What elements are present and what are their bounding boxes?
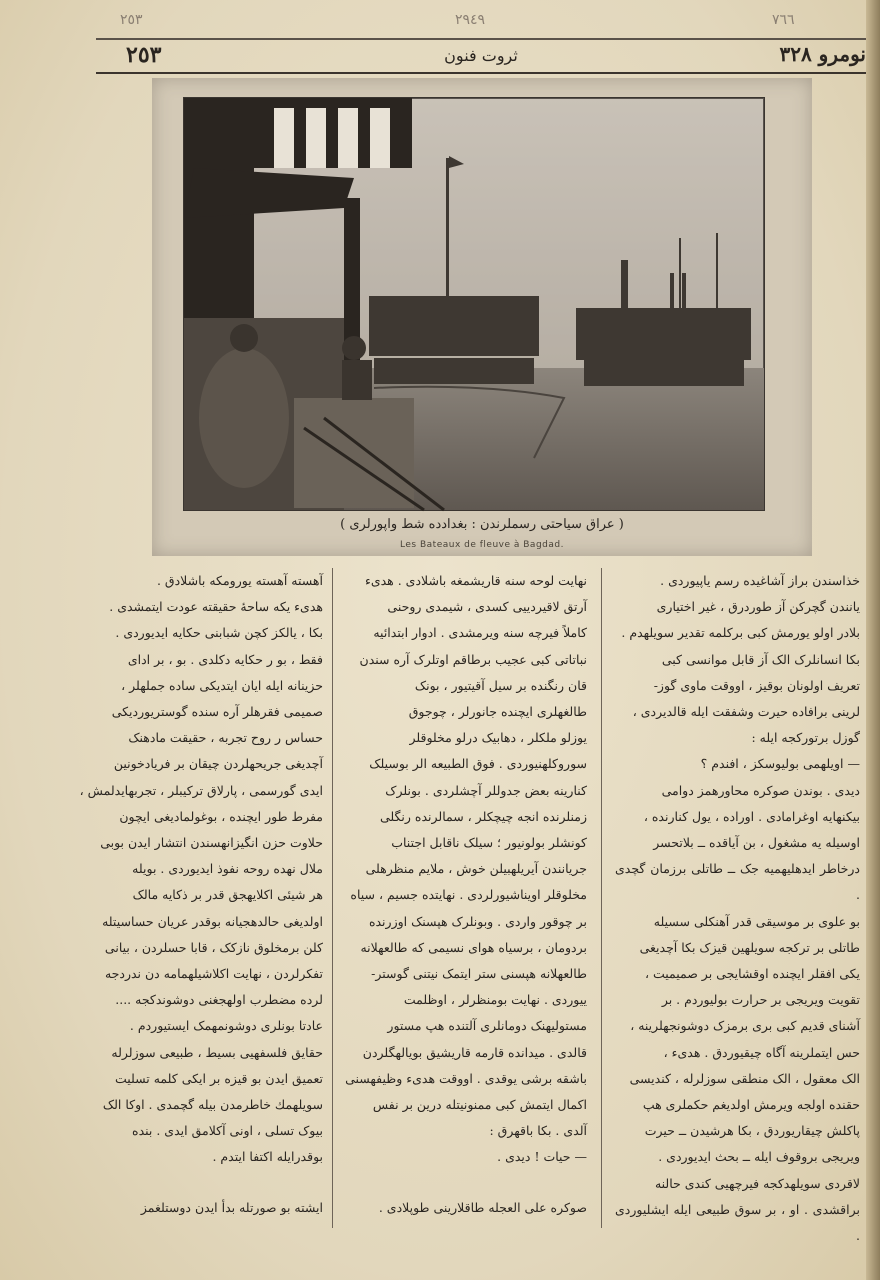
text-column-middle [342, 568, 587, 1228]
text-line: تقویت ویریجی بر حرارت بولیوردم . بر [661, 992, 860, 1008]
photo-plate [152, 78, 812, 556]
text-line: آرتق لاقیردییی کسدی ، شیمدی روحنی [387, 599, 587, 615]
text-line: دیدی . بوندن صوکره محاورهمز دوامی [661, 782, 860, 798]
text-line: حقنده اولجه ویرمش اولدیغم حکملری هپ [642, 1097, 860, 1113]
text-line: عادتا بونلری دوشونمهمک ایستیوردم . [129, 1018, 323, 1034]
text-line: لرینی برافاده حیرت وشفقت ایله قالدیردی ، [632, 704, 860, 720]
text-line: اوسیله یه مشغول ، بن آیاقده ــ بلاتحسر [653, 835, 860, 851]
photo-caption-french: Les Bateaux de fleuve à Bagdad. [400, 540, 564, 550]
text-line: فقط ، بو ر حکایه دکلدی . بو ، بر ادای [127, 651, 323, 667]
text-line: بیوک تسلی ، اونی آکلامق ایدی . بنده [132, 1123, 323, 1139]
text-line: مفرط طور ایچنده ، بوغولمادیغی ایچون [119, 808, 323, 824]
text-line: طاتلی بر ترکجه سویلهین قیزک بکا آچدیغی [639, 939, 860, 955]
text-line: ملال نهده روحه نفوذ ایدیوردی . بویله [132, 861, 323, 877]
text-column-left [78, 568, 323, 1228]
page-edge-shadow [866, 0, 880, 1280]
text-line: بکا انسانلرک الک آز قابل موانسی کبی [661, 651, 860, 667]
column-divider-right [601, 568, 602, 1228]
text-line: جریانندن آیریلهبیلن خوش ، ملایم منظرهلی [365, 861, 587, 877]
text-line: مخلوقلر اویناشیورلردی . نهایتده جسیم ، سیاه [350, 887, 587, 903]
text-line: یانندن گچرکن آز طوردرق ، غیر اختیاری [656, 599, 860, 615]
text-line: سوروکلهنیوردی . فوق الطبیعه الر بوسیلک [369, 756, 587, 772]
text-line: بو علوی بر موسیقی قدر آهنکلی سسیله [653, 913, 860, 929]
text-line: تفکرلردن ، نهایت اکلاشیلهمامه دن ندردجه [104, 966, 323, 982]
left-column-closing-line: ایشته بو صورتله بدأ ایدن دوستلغمز [140, 1200, 323, 1215]
text-line: نباتاتی کبی عجیب برطاقم اوتلرک آره سندن [359, 651, 587, 667]
text-line: زمنلرنده انجه چیچکلر ، سمالرنده رنگلی [379, 808, 587, 824]
text-line: بر چوقور واردی . وبونلرک هپسنک اوزرنده [368, 913, 587, 929]
text-line: صمیمی فقرهلر آره سنده گوستریوردیکی [111, 704, 323, 720]
middle-column-closing-line: صوکره علی العجله طاقلارینی طوپلادی . [378, 1200, 587, 1215]
text-line: حقایق فلسفهیی بسیط ، طبیعی سوزلرله [111, 1044, 323, 1060]
text-line: ییوردی . نهایت بومنظرلر ، اوظلمت [403, 992, 587, 1008]
text-line: آهسته آهسته یورومکه باشلادق . [156, 573, 323, 588]
text-line: هدیء یکه ساحهٔ حقیقته عودت ایتمشدی . [109, 599, 323, 615]
text-line: براقشدی . او ، بر سوق طبیعی ایله ایشلیوردی . [615, 1201, 860, 1244]
text-line: بوقدرایله اکتفا ایتدم . [212, 1149, 323, 1165]
text-line: قالدی . میدانده قارمه قاریشیق بویالهگلردن [362, 1044, 587, 1060]
masthead-title: ثروت فنون [444, 46, 518, 65]
handwritten-page-mark-left: ٢٥٣ [120, 12, 143, 28]
text-line: — حیات ! دیدی . [497, 1149, 587, 1165]
text-line: الک معقول ، الک منطقی سوزلرله ، کندیسی [629, 1070, 860, 1086]
text-line: درخاطر ایدهلیهمیه جک ــ طاتلی برزمان گچدی . [615, 861, 860, 903]
top-rule [96, 38, 866, 40]
text-line: بیکنهایه اوغرامادی . اوراده ، یول کنارنده ، [643, 808, 860, 824]
page-number: ٢٥٣ [126, 42, 162, 68]
text-line: تعمیق ایدن بو قیزه بر ایکی کلمه تسلیت [114, 1070, 323, 1086]
text-line: لاقردی سویلهدکجه فیرچهیی کندی حالنه [654, 1175, 860, 1191]
text-line: تعریف اولونان بوقیز ، اووقت ماوی گوز- [653, 677, 860, 693]
text-line: خذاسندن براز آشاغیده رسم یاپیوردی . [660, 573, 860, 588]
text-line: بلادر اولو یورمش کبی برکلمه تقدیر سویلهدم . [621, 625, 860, 641]
text-line: آچدیغی جریحهلردن چیقان بر فریادخونین [113, 756, 323, 772]
text-line: گوزل برتورکجه ایله : [751, 730, 860, 746]
text-line: حلاوت حزن انگیزانهسندن انتشار ایدن بوبی [100, 835, 323, 851]
text-line: بکا ، یالکز کچن شبابنی حکایه ایدیوردی . [115, 625, 323, 641]
header-rule [96, 72, 866, 74]
text-line: لرده مضطرب اولهجغنی دوشوندکجه .... [115, 992, 323, 1008]
page-header [96, 42, 866, 72]
text-line: اولدیغی حالدهجیانه بوقدر عریان حساسیتله [102, 913, 323, 929]
issue-number: نومرو ۳۲۸ [779, 42, 866, 66]
text-line: نهایت لوحه سنه قاریشمغه باشلادی . هدیء [364, 573, 587, 588]
text-line: کنارینه بعض جدوللر آچشلردی . بونلرک [385, 782, 587, 798]
text-line: آشنای قدیم کبی بری برمزک دوشونجهلرینه ، [630, 1018, 860, 1034]
text-line: اکمال ایتمش کبی ممنونیتله درین بر نفس [372, 1097, 587, 1113]
text-line: آلدی . بکا باقهرق : [489, 1123, 587, 1139]
text-line: حزینانه ایله ایان ایتدیکی ساده جملهلر ، [121, 677, 323, 693]
text-line: — اویلهمی بولیوسکز ، افندم ؟ [700, 756, 860, 772]
text-line: باشقه برشی یوقدی . اووقت هدیء وظیفهسنی [345, 1070, 587, 1086]
text-line: پاکلش چیقاریوردق ، بکا هرشیدن ــ حیرت [644, 1123, 860, 1139]
text-line: یوزلو ملکلر ، دهابیک درلو مخلوقلر [409, 730, 587, 746]
photo-caption: ( عراق سیاحتی رسملرندن : بغدادده شط واپورلری ) [340, 517, 624, 532]
text-line: حس ایتملرینه آگاه چیقیوردق . هدیء ، [663, 1044, 860, 1060]
handwritten-page-mark-right: ٧٦٦ [772, 12, 795, 28]
column-divider-left [332, 568, 333, 1228]
text-line: کونشلر بولونیور ؛ سیلک ناقابل اجتناب [391, 835, 587, 851]
handwritten-mark-center: ٢٩٤٩ [455, 12, 486, 28]
text-line: طالغهلری ایچنده جانورلر ، چوجوق [408, 704, 587, 720]
text-line: حساس ر روح تجربه ، حقیقت مادهنک [128, 730, 323, 746]
text-line: مستولیهنک دومانلری آلتنده هپ مستور [387, 1018, 587, 1034]
text-line: ایدی گورسمی ، پارلاق ترکیبلر ، تجربهایدلمش ، [79, 782, 323, 798]
text-line: کاملاً فیرچه سنه ویرمشدی . ادوار ابتدائیه [373, 625, 587, 641]
text-line: سویلهمك خاطرمدن بیله گچمدی . اوکا الک [102, 1097, 323, 1113]
text-column-right [615, 568, 860, 1244]
text-line: طالعهلانه هپسنی ستر ایتمک نیتنی گوستر- [371, 966, 587, 982]
text-line: بردومان ، برسیاه هوای نسیمی که طالعهلانه [360, 939, 587, 955]
text-line: کلن برمخلوق نازکک ، قابا حسلردن ، بیانی [104, 939, 323, 955]
river-boats-photo [184, 98, 764, 510]
text-line: ویریجی بروقوف ایله ــ بحث ایدیوردی . [658, 1149, 860, 1165]
text-line: هر شیئی اکلایهجق قدر بر ذکایه مالک [132, 887, 323, 903]
text-line: قان رنگنده بر سیل آقیتیور ، بونک [414, 677, 587, 693]
text-line: یکی افقلر ایچنده اوقشایجی بر صمیمیت ، [644, 966, 860, 982]
